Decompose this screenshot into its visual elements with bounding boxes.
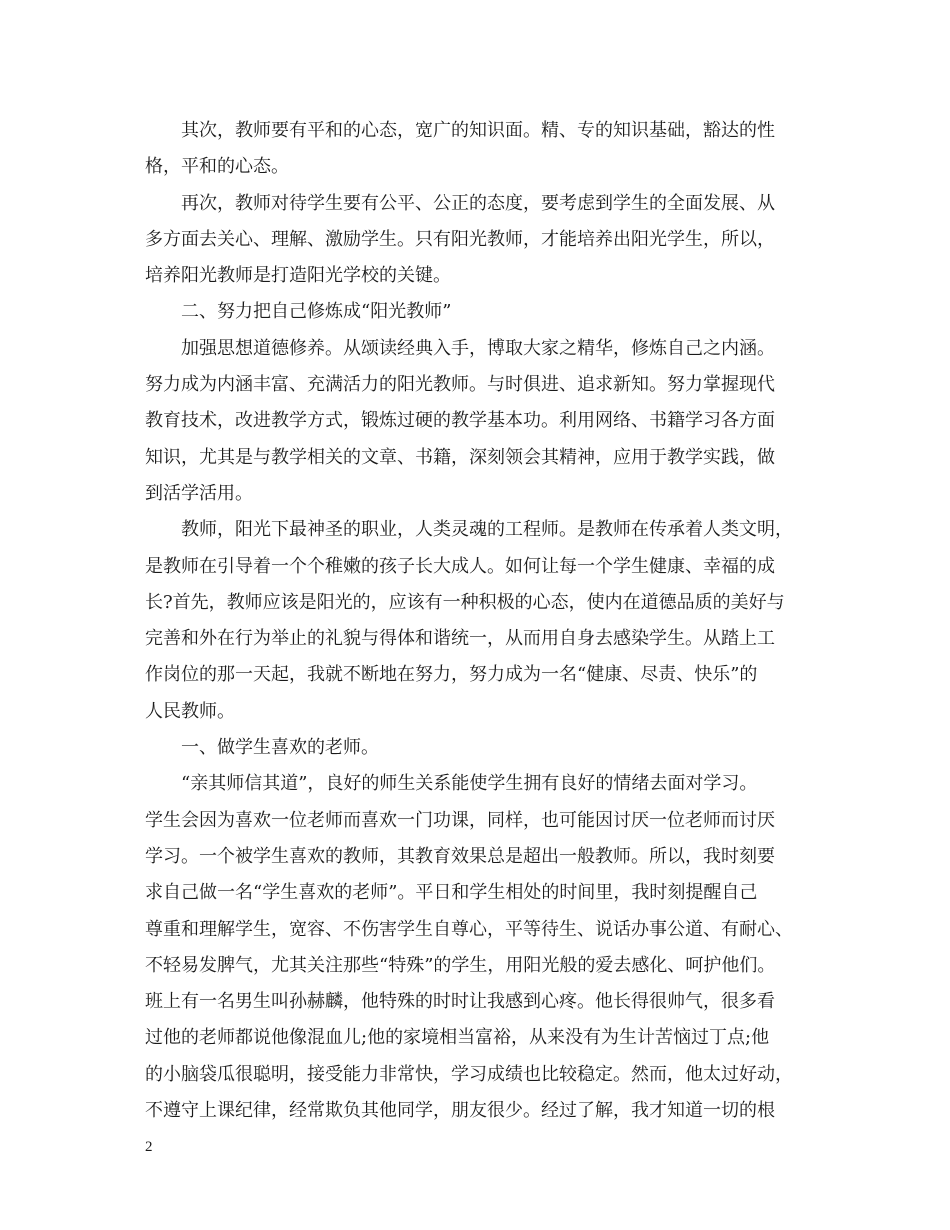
text-line: 格，平和的心态。 — [145, 156, 289, 178]
text-line: 的小脑袋瓜很聪明，接受能力非常快，学习成绩也比较稳定。然而，他太过好动， — [145, 1063, 793, 1085]
text-line: 培养阳光教师是打造阳光学校的关键。 — [145, 265, 451, 287]
text-line: 尊重和理解学生，宽容、不伤害学生自尊心，平等待生、说话办事公道、有耐心、 — [145, 918, 793, 940]
text-line: 完善和外在行为举止的礼貌与得体和谐统一，从而用自身去感染学生。从踏上工 — [145, 628, 775, 650]
text-line: 到活学活用。 — [145, 482, 253, 504]
text-line: 学生会因为喜欢一位老师而喜欢一门功课，同样，也可能因讨厌一位老师而讨厌 — [145, 809, 775, 831]
paragraph-first-line: “亲其师信其道”，良好的师生关系能使学生拥有良好的情绪去面对学习。 — [181, 773, 758, 795]
paragraph-first-line: 加强思想道德修养。从颂读经典入手，博取大家之精华，修炼自己之内涵。 — [181, 337, 775, 359]
text-line: 长?首先，教师应该是阳光的，应该有一种积极的心态，使内在道德品质的美好与 — [145, 591, 785, 613]
text-line: 不轻易发脾气，尤其关注那些“特殊”的学生，用阳光般的爱去感化、呵护他们。 — [145, 954, 776, 976]
text-line: 是教师在引导着一个个稚嫩的孩子长大成人。如何让每一个学生健康、幸福的成 — [145, 555, 775, 577]
text-line: 人民教师。 — [145, 700, 235, 722]
text-line: 知识，尤其是与教学相关的文章、书籍，深刻领会其精神，应用于教学实践，做 — [145, 446, 775, 468]
text-line: 多方面去关心、理解、激励学生。只有阳光教师，才能培养出阳光学生，所以， — [145, 228, 775, 250]
text-line: 不遵守上课纪律，经常欺负其他同学，朋友很少。经过了解，我才知道一切的根 — [145, 1100, 775, 1122]
text-line: 教育技术，改进教学方式，锻炼过硬的教学基本功。利用网络、书籍学习各方面 — [145, 410, 775, 432]
text-line: 求自己做一名“学生喜欢的老师”。平日和学生相处的时间里，我时刻提醒自己 — [145, 882, 758, 904]
text-line: 努力成为内涵丰富、充满活力的阳光教师。与时俱进、追求新知。努力掌握现代 — [145, 374, 775, 396]
page-number: 2 — [145, 1139, 153, 1155]
text-line: 学习。一个被学生喜欢的教师，其教育效果总是超出一般教师。所以，我时刻要 — [145, 845, 775, 867]
body-text — [145, 113, 815, 1129]
text-line: 班上有一名男生叫孙赫麟，他特殊的时时让我感到心疼。他长得很帅气，很多看 — [145, 991, 775, 1013]
paragraph-first-line: 其次，教师要有平和的心态，宽广的知识面。精、专的知识基础，豁达的性 — [181, 120, 775, 141]
paragraph-first-line: 再次，教师对待学生要有公平、公正的态度，要考虑到学生的全面发展、从 — [181, 192, 775, 214]
text-line: 过他的老师都说他像混血儿;他的家境相当富裕，从来没有为生计苦恼过丁点;他 — [145, 1027, 770, 1049]
text-line: 作岗位的那一天起，我就不断地在努力，努力成为一名“健康、尽责、快乐”的 — [145, 664, 758, 686]
paragraph-first-line: 教师，阳光下最神圣的职业，人类灵魂的工程师。是教师在传承着人类文明， — [181, 519, 793, 541]
paragraph-first-line: 一、做学生喜欢的老师。 — [181, 737, 379, 759]
paragraph-first-line: 二、努力把自己修炼成“阳光教师” — [181, 301, 452, 323]
